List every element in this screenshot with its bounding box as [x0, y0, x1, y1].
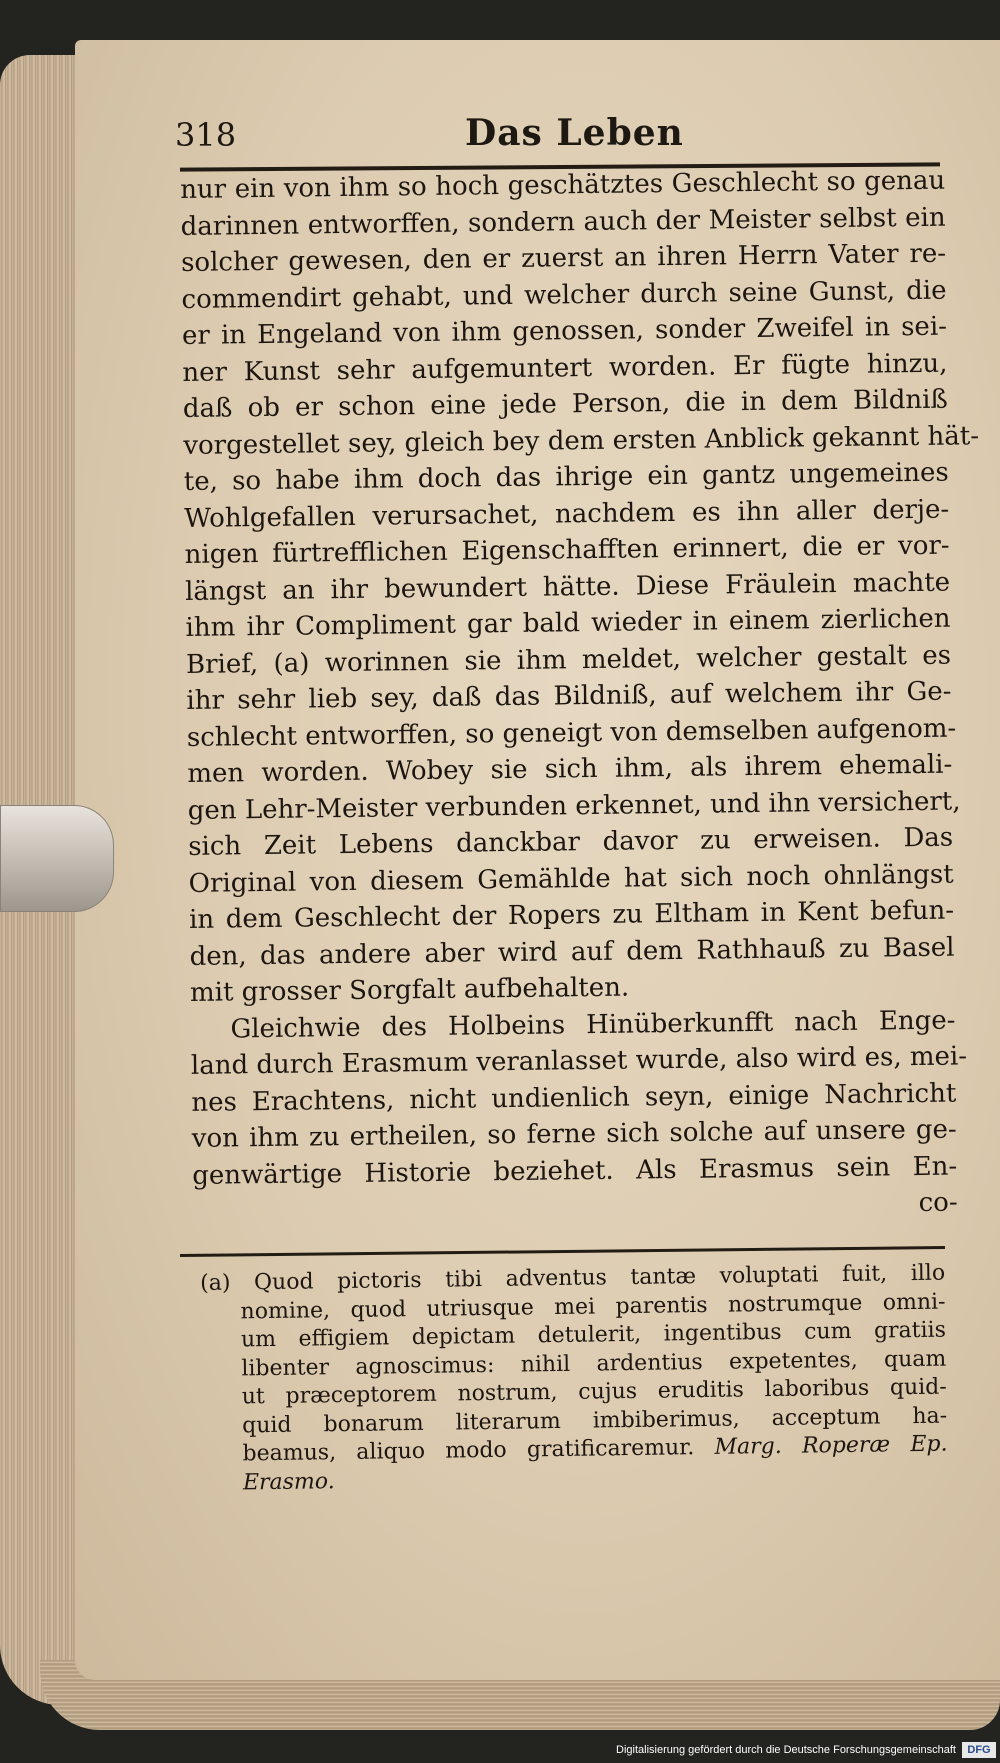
body-line: vorgestellet sey, gleich bey dem ersten Anblick gekannt hät- [183, 420, 980, 461]
body-line: solcher gewesen, den er zuerst an ihren Herrn Vater re- [180, 238, 947, 278]
body-line: mit grosser Sorgfalt aufbehalten. [189, 972, 630, 1008]
body-line: gen Lehr-Meister verbunden erkennet, und ihn versichert, [187, 786, 961, 826]
body-line: Brief, (a) worinnen sie ihm meldet, welcher gestalt es [185, 640, 952, 680]
page-clip [0, 805, 114, 912]
footnote-signature-recipient: Erasmo. [242, 1468, 335, 1495]
body-line: sich Zeit Lebens danckbar davor zu erweisen. Das [188, 822, 954, 862]
body-line: men worden. Wobey sie sich ihm, als ihrem ehemali- [187, 749, 953, 789]
footnote-line: um effigiem depictam detulerit, ingentibus cum gratiis [240, 1317, 947, 1353]
body-line: genwärtige Historie beziehet. Als Erasmus sein En- [192, 1151, 958, 1191]
footnote-signature: Marg. Roperæ Ep. [714, 1431, 948, 1460]
body-line: land durch Erasmum veranlasset wurde, also wird es, mei- [190, 1041, 968, 1081]
body-line: te, so habe ihm doch das ihrige ein gantz ungemeines [183, 457, 949, 497]
body-line: darinnen entworffen, sondern auch der Meister selbst ein [180, 202, 946, 242]
footnote-line: (a) Quod pictoris tibi adventus tantæ voluptati fuit, illo [200, 1260, 946, 1296]
dfg-logo: DFG [962, 1742, 996, 1758]
body-line: nigen fürtrefflichen Eigenschafften erinnert, die er vor- [184, 530, 950, 570]
body-line: in dem Geschlecht der Ropers zu Eltham in Kent befun- [188, 895, 955, 935]
digitization-credit: Digitalisierung gefördert durch die Deutsche Forschungsgemeinschaft [616, 1744, 956, 1756]
body-line: Original von diesem Gemählde hat sich noch ohnlängst [188, 859, 954, 899]
body-line: schlecht entworffen, so geneigt von demselben aufgenom- [186, 713, 957, 753]
page-header [175, 108, 945, 168]
body-line: ihm ihr Compliment gar bald wieder in einem zierlichen [185, 603, 951, 643]
body-line: nes Erachtens, nicht undienlich seyn, einige Nachricht [191, 1078, 957, 1118]
footnote [200, 1260, 948, 1498]
page-number: 318 [175, 116, 237, 154]
body-line: ner Kunst sehr aufgemuntert worden. Er fügte hinzu, [182, 348, 948, 388]
paragraph-start-line: Gleichwie des Holbeins Hinüberkunfft nach Enge- [230, 1005, 956, 1044]
body-line: den, das andere aber wird auf dem Rathhauß zu Basel [189, 932, 955, 972]
body-line: nur ein von ihm so hoch geschätztes Geschlecht so genau [180, 165, 946, 205]
catchword: co- [918, 1187, 958, 1219]
body-line: von ihm zu ertheilen, so ferne sich solche auf unsere ge- [191, 1114, 957, 1154]
body-line: commendirt gehabt, und welcher durch seine Gunst, die [181, 275, 947, 315]
body-line: längst an ihr bewundert hätte. Diese Fräulein machte [184, 567, 951, 607]
footnote-line: libenter agnoscimus: nihil ardentius expetentes, quam [241, 1346, 947, 1381]
body-line: ihr sehr lieb sey, daß das Bildniß, auf welchem ihr Ge- [186, 676, 952, 716]
footnote-line: quid bonarum literarum imbiberimus, acceptum ha- [241, 1403, 948, 1438]
body-text [180, 163, 980, 1231]
running-head: Das Leben [465, 112, 684, 154]
footnote-line-text: beamus, aliquo modo gratificaremur. [242, 1435, 695, 1467]
footnote-line: ut præceptorem nostrum, cujus eruditis laboribus quid- [241, 1374, 947, 1410]
footnote-line: nomine, quod utriusque mei parentis nostrumque omni- [240, 1289, 946, 1324]
body-line: er in Engeland von ihm genossen, sonder Zweifel in sei- [181, 311, 948, 351]
body-line: Wohlgefallen verursachet, nachdem es ihn aller derje- [184, 494, 950, 534]
body-line: daß ob er schon eine jede Person, die in dem Bildniß [182, 384, 949, 424]
